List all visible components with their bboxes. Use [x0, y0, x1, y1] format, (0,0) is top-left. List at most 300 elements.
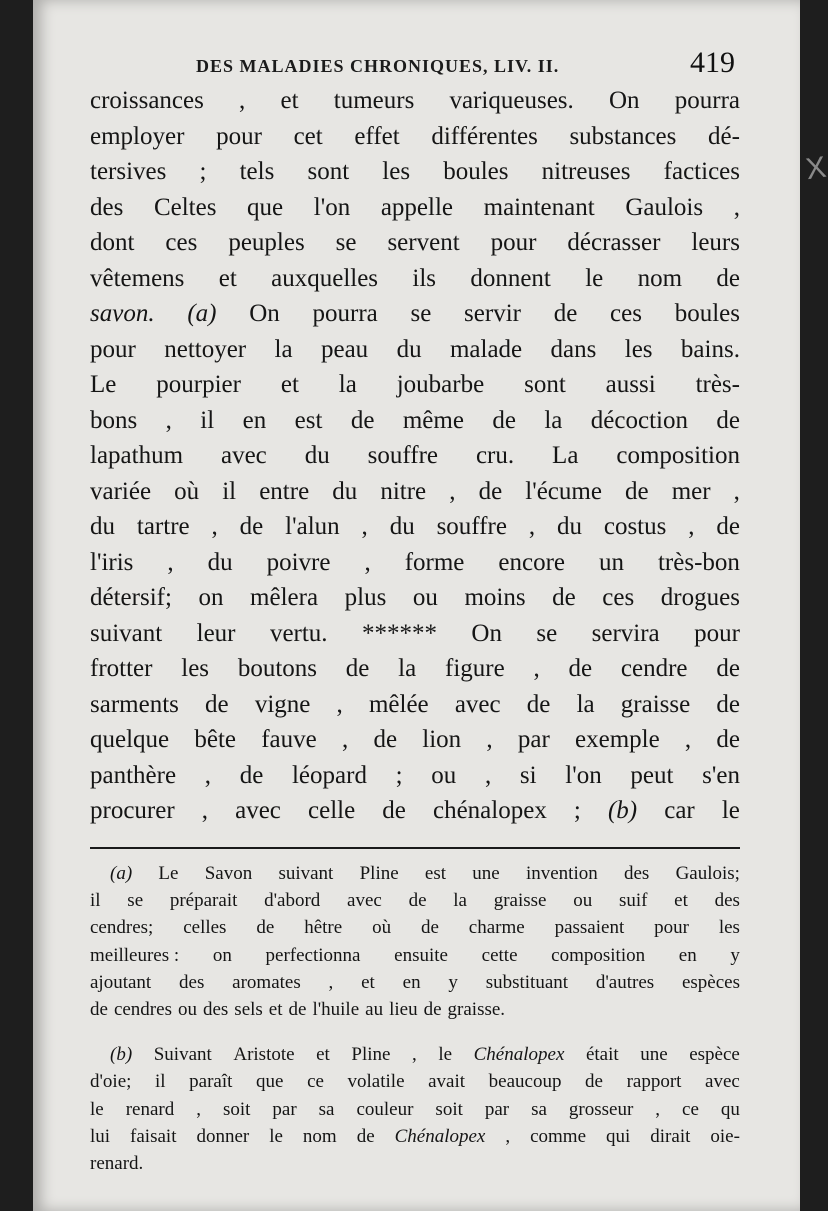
word: quelque [90, 726, 170, 753]
word: pour [90, 335, 136, 363]
word: de [205, 690, 229, 718]
word: du [90, 513, 115, 540]
word: meilleures : [90, 944, 180, 966]
word: couleur [356, 1098, 414, 1120]
word: avait [428, 1071, 466, 1093]
word: ; [395, 761, 403, 789]
word: et [316, 1044, 330, 1066]
word: Pline [359, 863, 399, 884]
word: On [471, 619, 502, 647]
word: la [398, 655, 417, 682]
word: ; [199, 158, 207, 185]
word: une [472, 863, 500, 884]
word: tumeurs [333, 87, 415, 114]
word: vêtemens [90, 264, 185, 292]
word: du [396, 335, 422, 363]
word: espèce [689, 1044, 740, 1066]
word: employer [90, 122, 185, 150]
word: par [517, 726, 550, 753]
word: boutons [237, 655, 317, 682]
word: Aristote [233, 1044, 295, 1066]
word: sels [234, 998, 263, 1020]
word: de [423, 998, 442, 1020]
word: maintenant [483, 193, 595, 221]
word: de [90, 998, 108, 1020]
word: procurer [90, 797, 175, 824]
text-line [90, 651, 740, 687]
word: une [640, 1044, 668, 1066]
text-line [90, 83, 740, 119]
word: de [288, 998, 307, 1020]
word: de [350, 406, 375, 434]
word: exemple [575, 726, 660, 753]
footnotes [90, 860, 740, 1177]
word: Chénalopex [394, 1125, 486, 1147]
word: de [716, 690, 740, 718]
word: et [674, 890, 688, 912]
word: soit [222, 1098, 251, 1120]
word: et [268, 998, 283, 1020]
word: nitreuses [541, 158, 631, 185]
word: moins [464, 584, 526, 611]
word: que [256, 1071, 284, 1093]
word: avec [235, 797, 281, 824]
word: de [716, 513, 740, 540]
word: la [453, 890, 467, 912]
page-number: 419 [690, 46, 735, 79]
word: , [364, 548, 371, 576]
word: graisse [493, 890, 547, 912]
word: nom [637, 264, 683, 292]
footnote-line [90, 914, 740, 941]
text-line [90, 367, 740, 403]
word: de [625, 477, 649, 505]
word: nettoyer [164, 335, 247, 363]
word: (a) [110, 863, 133, 884]
word: encore [498, 548, 566, 576]
word: la [544, 406, 563, 434]
word: donner [196, 1125, 250, 1147]
word: celle [308, 797, 356, 824]
word: suivant [90, 619, 163, 647]
word: décoction [590, 406, 688, 434]
word: , [486, 726, 493, 753]
word: de [382, 797, 406, 824]
word: pour [216, 122, 262, 150]
word: même [402, 406, 464, 434]
word: ensuite [394, 944, 448, 966]
word: pourpier [156, 371, 241, 398]
word: on [198, 584, 224, 611]
word: d'autres [595, 971, 655, 993]
word: dans [550, 335, 597, 363]
word: léopard [291, 761, 367, 789]
word: Le [90, 371, 117, 398]
word: l'huile [312, 998, 360, 1020]
word: de [345, 655, 370, 682]
word: ; [573, 797, 581, 824]
text-line [90, 154, 740, 190]
word: pour [490, 229, 537, 256]
word: lion [422, 726, 462, 753]
word: de [716, 406, 740, 434]
word: très- [695, 371, 740, 398]
word: ajoutant [90, 971, 152, 993]
word: leurs [691, 229, 740, 256]
word: espèces [681, 971, 740, 993]
word: substituant [485, 971, 569, 993]
word: il [155, 1071, 166, 1093]
word: Chénalopex [473, 1044, 565, 1066]
word: forme [404, 548, 465, 576]
word: panthère [90, 761, 177, 789]
word: par [272, 1098, 297, 1120]
word: décrasser [567, 229, 661, 256]
word: pour [694, 619, 740, 647]
word: avec [454, 690, 501, 718]
word: de [356, 1125, 375, 1147]
word: ce [307, 1071, 324, 1093]
word: d'abord [264, 890, 321, 912]
text-line [90, 545, 740, 581]
word: leur [196, 619, 236, 647]
word: où [372, 917, 392, 939]
word: détersif; [90, 584, 172, 611]
word: cet [293, 122, 323, 150]
word: factices [663, 158, 740, 185]
text-line [90, 119, 740, 155]
footnote-rule [90, 847, 740, 849]
word: appelle [380, 193, 454, 221]
word: malade [449, 335, 523, 363]
word: lui [90, 1125, 111, 1147]
word: tels [239, 158, 275, 185]
word: peuples [228, 229, 305, 256]
word: ou [431, 761, 457, 789]
word: pourra [674, 87, 740, 114]
word: et [218, 264, 237, 292]
footnote-line [90, 996, 740, 1023]
word: ou [573, 890, 593, 912]
word: , [165, 406, 172, 434]
word: plus [344, 584, 387, 611]
word: ces [610, 300, 642, 327]
word: de [239, 761, 264, 789]
word: se [536, 619, 558, 647]
word: servir [464, 300, 521, 327]
word: ces [602, 584, 635, 611]
word: , [733, 477, 740, 505]
word: cette [481, 944, 518, 966]
word: boules [443, 158, 509, 185]
word: les [181, 655, 210, 682]
word: servira [591, 619, 660, 647]
word: suivant [278, 863, 334, 884]
word: ****** [361, 619, 437, 647]
word: Gaulois [625, 193, 704, 221]
word: est [294, 406, 323, 434]
word: frotter [90, 655, 153, 682]
word: pourra [312, 300, 378, 327]
word: cendres; [90, 917, 154, 939]
footnote-line [90, 1041, 740, 1068]
word: mer [671, 477, 711, 505]
word: l'iris [90, 548, 134, 576]
word: tartre [136, 513, 190, 540]
word: de [716, 726, 740, 753]
footnote-line [90, 1150, 740, 1177]
word: celles [183, 917, 227, 939]
word: vertu. [269, 619, 328, 647]
word: faisait [130, 1125, 177, 1147]
word: paraît [189, 1071, 233, 1093]
text-line [90, 403, 740, 439]
footnote-line [90, 942, 740, 969]
word: hêtre [304, 917, 343, 939]
word: Le [158, 863, 179, 884]
word: de [492, 406, 516, 434]
word: de [716, 655, 740, 682]
word: en [402, 971, 421, 993]
word: , [196, 1098, 201, 1120]
word: On [249, 300, 280, 327]
word: l'on [565, 761, 602, 789]
word: car [664, 797, 695, 824]
word: en [678, 944, 697, 966]
word: dont [90, 229, 135, 256]
word: (a) [187, 300, 217, 327]
word: vigne [254, 690, 311, 718]
word: perfectionna [265, 944, 361, 966]
word: fauve [261, 726, 317, 753]
margin-pencil-mark: X [803, 150, 828, 187]
text-line [90, 296, 740, 332]
word: , [336, 690, 343, 718]
word: dé- [708, 122, 740, 150]
word: Celtes [153, 193, 217, 221]
word: y [730, 944, 740, 966]
word: pour [654, 917, 689, 939]
word: des [714, 890, 740, 912]
word: peau [320, 335, 369, 363]
word: en [242, 406, 267, 434]
text-line [90, 687, 740, 723]
word: de [716, 264, 740, 292]
word: que [247, 193, 284, 221]
word: avec [220, 442, 267, 469]
word: poivre [266, 548, 331, 576]
word: , [341, 726, 349, 753]
text-line [90, 225, 740, 261]
word: , [239, 87, 246, 114]
word: , [361, 513, 368, 540]
word: la [338, 371, 357, 398]
word: des [202, 998, 229, 1020]
word: des [90, 193, 124, 221]
word: On [608, 87, 640, 114]
text-line [90, 580, 740, 616]
word: auxquelles [271, 264, 379, 292]
word: rapport [626, 1071, 682, 1093]
word: l'écume [525, 477, 602, 505]
word: de [568, 655, 593, 682]
footnote-line [90, 1068, 740, 1095]
word: peut [630, 761, 674, 789]
word: , [505, 1125, 511, 1147]
word: cru. [475, 442, 515, 469]
word: entre [259, 477, 310, 505]
word: du [389, 513, 415, 540]
word: l'on [313, 193, 351, 221]
word: croissances [90, 87, 204, 114]
word: il [200, 406, 215, 434]
word: sa [531, 1098, 547, 1120]
word: d'oie; [90, 1071, 132, 1093]
word: chénalopex [432, 797, 547, 824]
word: graisse [620, 690, 691, 718]
footnote-line [90, 860, 740, 887]
word: sarments [90, 690, 179, 718]
word: ou [177, 998, 197, 1020]
word: La [552, 442, 579, 469]
word: bons [90, 406, 138, 434]
word: où [174, 477, 200, 505]
word: de [553, 300, 578, 327]
word: volatile [347, 1071, 405, 1093]
text-line [90, 438, 740, 474]
word: tersives [90, 158, 167, 185]
word: dirait [650, 1125, 691, 1147]
word: , [484, 761, 492, 789]
word: mêlée [368, 690, 429, 718]
word: le [585, 264, 604, 292]
word: nitre [380, 477, 427, 505]
word: souffre [436, 513, 507, 540]
word: du [556, 513, 582, 540]
word: , [328, 971, 334, 993]
word: suif [618, 890, 648, 912]
word: de [239, 513, 264, 540]
word: drogues [660, 584, 740, 611]
word: de [552, 584, 576, 611]
word: on [212, 944, 232, 966]
text-line [90, 190, 740, 226]
word: ils [412, 264, 436, 292]
word: se [410, 300, 432, 327]
word: , [167, 548, 174, 576]
word: oie- [710, 1125, 740, 1147]
word: lapathum [90, 442, 184, 469]
word: les [718, 917, 740, 939]
word: soit [435, 1098, 463, 1120]
footnote-line [90, 969, 740, 996]
word: , [201, 797, 209, 824]
word: composition [551, 944, 646, 966]
word: de [408, 890, 427, 912]
word: figure [445, 655, 505, 682]
word: par [484, 1098, 510, 1120]
word: des [623, 863, 650, 884]
word: souffre [367, 442, 438, 469]
word: la [576, 690, 595, 718]
word: , [655, 1098, 661, 1120]
word: du [304, 442, 330, 469]
text-line [90, 793, 740, 829]
word: y [448, 971, 458, 993]
word: , [533, 655, 540, 682]
word: l'alun [285, 513, 340, 540]
word: renard. [90, 1152, 144, 1174]
word: , [204, 761, 211, 789]
word: la [274, 335, 293, 363]
word: de [478, 477, 503, 505]
footnote-line [90, 1096, 740, 1123]
page-header [196, 46, 741, 82]
text-line [90, 722, 740, 758]
word: aussi [605, 371, 656, 398]
word: qu [720, 1098, 740, 1120]
word: cendres [113, 998, 172, 1020]
word: graisse. [447, 998, 506, 1020]
word: bains. [680, 335, 740, 363]
text-line [90, 509, 740, 545]
word: qui [606, 1125, 631, 1147]
word: donnent [470, 264, 551, 292]
word: les [624, 335, 653, 363]
word: , [412, 1044, 417, 1066]
text-line [90, 616, 740, 652]
word: aromates [232, 971, 301, 993]
word: un [599, 548, 624, 576]
word: lieu [389, 998, 418, 1020]
word: sont [524, 371, 566, 398]
word: sont [307, 158, 350, 185]
word: de [420, 917, 439, 939]
word: Gaulois; [675, 863, 740, 884]
word: et [361, 971, 375, 993]
word: les [382, 158, 411, 185]
footnote-line [90, 887, 740, 914]
word: charme [468, 917, 525, 939]
word: le [438, 1044, 453, 1066]
word: variée [90, 477, 152, 505]
footnote-a [90, 860, 740, 1023]
text-line [90, 474, 740, 510]
word: grosseur [568, 1098, 634, 1120]
word: effet [354, 122, 400, 150]
word: substances [569, 122, 677, 150]
word: il [222, 477, 237, 505]
word: si [519, 761, 537, 789]
word: avec [705, 1071, 740, 1093]
word: joubarbe [396, 371, 485, 398]
word: Suivant [153, 1044, 212, 1066]
word: , [528, 513, 536, 540]
word: et [280, 371, 299, 398]
word: est [424, 863, 447, 884]
word: (b) [607, 797, 638, 824]
word: se [127, 890, 144, 912]
word: (b) [110, 1044, 133, 1066]
word: s'en [702, 761, 740, 789]
word: , [684, 726, 692, 753]
word: boules [674, 300, 740, 327]
main-text [90, 83, 740, 829]
word: était [585, 1044, 619, 1066]
word: costus [603, 513, 667, 540]
word: se [335, 229, 357, 256]
running-head: DES MALADIES CHRONIQUES, LIV. II. [196, 56, 560, 76]
